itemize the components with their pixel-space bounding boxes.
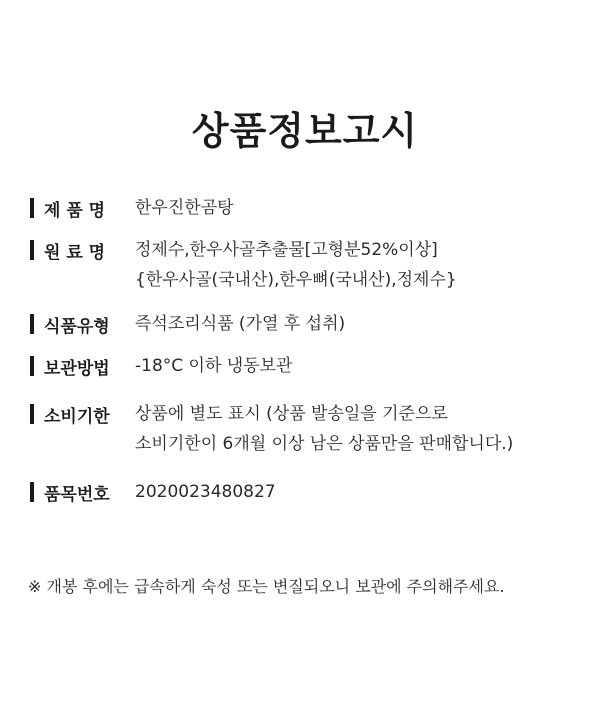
storage-notice: ※ 개봉 후에는 급속하게 숙성 또는 변질되오니 보관에 주의해주세요.	[28, 577, 505, 596]
info-row-item-number	[30, 480, 276, 507]
label-bar	[30, 240, 34, 260]
value-ingredients: 정제수,한우사골추출물[고형분52%이상] {한우사골(국내산),한우뼈(국내산),정제수}	[135, 240, 457, 290]
info-row-product-name	[30, 196, 234, 223]
info-row-food-type	[30, 312, 345, 339]
label-food-type: 식품유형	[44, 316, 110, 337]
value-expiration: 상품에 별도 표시 (상품 발송일을 기준으로 소비기한이 6개월 이상 남은 상품만을 판매합니다.)	[135, 404, 514, 454]
label-expiration: 소비기한	[44, 406, 110, 427]
label-bar	[30, 314, 34, 334]
label-product-name: 제 품 명	[44, 200, 106, 221]
value-item-number: 2020023480827	[135, 482, 276, 502]
page-title: 상품정보고시	[191, 109, 419, 153]
value-product-name: 한우진한곰탕	[135, 198, 234, 218]
label-bar	[30, 404, 34, 424]
label-storage: 보관방법	[44, 358, 110, 379]
label-bar	[30, 482, 34, 502]
label-ingredients: 원 료 명	[44, 242, 106, 263]
value-storage: -18°C 이하 냉동보관	[135, 356, 293, 376]
label-bar	[30, 356, 34, 376]
label-bar	[30, 198, 34, 218]
label-item-number: 품목번호	[44, 484, 110, 505]
info-row-ingredients	[30, 238, 457, 295]
info-row-storage	[30, 354, 292, 381]
info-row-expiration	[30, 402, 513, 459]
value-food-type: 즉석조리식품 (가열 후 섭취)	[135, 314, 346, 334]
